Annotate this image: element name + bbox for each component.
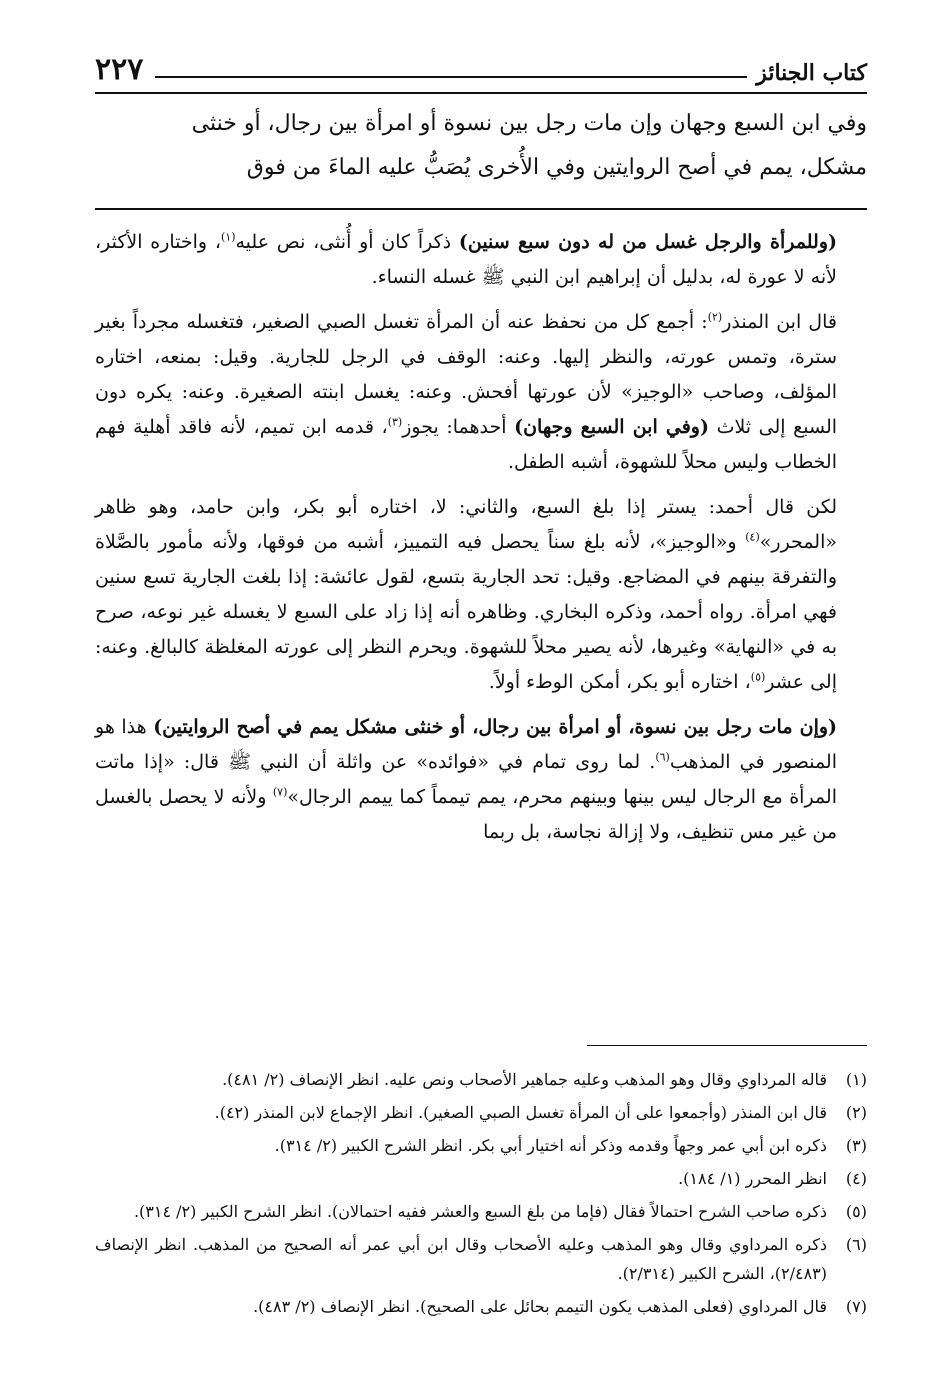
footnote-ref: (٣) (387, 415, 403, 429)
paragraph (95, 305, 867, 480)
book-page (95, 40, 867, 1379)
footnote-number: (٧) (845, 1297, 867, 1316)
matn-text (95, 102, 867, 190)
matn-quote: (وإن مات رجل بين نسوة، أو امرأة بين رجال، أو خنثى مشكل يمم في أصح الروايتين) (153, 716, 838, 738)
footnotes (95, 1065, 867, 1325)
footnote-number: (١) (845, 1070, 867, 1089)
header-rule (155, 76, 747, 78)
footnote-ref: (٦) (655, 750, 670, 764)
footnote (95, 1164, 867, 1193)
footnote-text: قال المرداوي (فعلى المذهب يكون التيمم بحائل على الصحيح). انظر الإنصاف (٢/ ٤٨٣). (253, 1297, 827, 1316)
footnote-text: قاله المرداوي وقال وهو المذهب وعليه جماهير الأصحاب ونص عليه. انظر الإنصاف (٢/ ٤٨١). (222, 1070, 827, 1089)
commentary-text (95, 225, 867, 860)
matn-quote: (وفي ابن السبع وجهان) (514, 416, 709, 438)
footnote-text: ذكره ابن أبي عمر وجهاً وقدمه وذكر أنه اختيار أبي بكر. انظر الشرح الكبير (٢/ ٣١٤). (274, 1136, 827, 1155)
footnote-ref: (٤) (745, 530, 760, 544)
footnote (95, 1197, 867, 1226)
text-run: ، اختاره أبو بكر، أمكن الوطء أولاً. (488, 671, 751, 693)
footnote-number: (٢) (845, 1103, 867, 1122)
page-header (95, 40, 867, 94)
text-run: هذا هو المنصور في المذهب (95, 716, 837, 773)
text-run: ولأنه لا يحصل بالغسل من غير مس تنظيف، ولا إزالة نجاسة، بل ربما (95, 786, 837, 843)
book-title: كتاب الجنائز (756, 60, 867, 86)
footnote (95, 1131, 867, 1160)
footnote-text: ذكره المرداوي وقال وهو المذهب وعليه الأصحاب وقال ابن أبي عمر أنه الصحيح من المذهب. انظر الإنصاف (٢/٤٨٣)، الشرح الكبير (٢/٣١٤). (95, 1235, 827, 1283)
footnote-divider (587, 1045, 867, 1046)
footnote (95, 1098, 867, 1127)
page-number: ٢٢٧ (95, 52, 144, 87)
text-run: ، واختاره الأكثر، لأنه لا عورة له، بدليل أن إبراهيم ابن النبي ﷺ غسله النساء. (95, 231, 837, 288)
footnote-ref: (٢) (707, 310, 723, 324)
footnote-text: قال ابن المنذر (وأجمعوا على أن المرأة تغسل الصبي الصغير). انظر الإجماع لابن المنذر (٤٢). (214, 1103, 827, 1122)
matn-divider (95, 208, 867, 210)
matn-quote: (وللمرأة والرجل غسل من له دون سبع سنين) (458, 231, 837, 253)
footnote-text: انظر المحرر (١/ ١٨٤). (678, 1169, 827, 1188)
matn-line: وفي ابن السبع وجهان وإن مات رجل بين نسوة أو امرأة بين رجال، أو خنثى (191, 111, 867, 136)
text-run: لكن قال أحمد: يستر إذا بلغ السبع، والثاني: لا، اختاره أبو بكر، وابن حامد، وهو ظاهر «المحرر» (95, 496, 837, 553)
footnote-number: (٦) (845, 1235, 867, 1254)
text-run: قال ابن المنذر (722, 311, 837, 333)
footnote-number: (٣) (845, 1136, 867, 1155)
footnote-ref: (٥) (750, 670, 766, 684)
text-run: : أجمع كل من نحفظ عنه أن المرأة تغسل الصبي الصغير، فتغسله مجرداً بغير سترة، وتمس عورته، والنظر إليها. وعنه: الوقف في الرجل للجارية. وقيل: بمنعه، اختاره المؤلف، وصاحب «الوجيز» لأن عورتها أفحش. وعنه: يغسل ابنته الصغيرة. وعنه: يكره دون السبع إلى ثلاث (95, 311, 838, 438)
paragraph (95, 710, 867, 850)
footnote (95, 1065, 867, 1094)
footnote-ref: (٧) (272, 785, 288, 799)
footnote-number: (٥) (845, 1202, 867, 1221)
footnote-number: (٤) (845, 1169, 867, 1188)
text-run: ، قدمه ابن تميم، لأنه فاقد أهلية فهم الخطاب وليس محلاً للشهوة، أشبه الطفل. (95, 416, 837, 473)
footnote (95, 1230, 867, 1288)
text-run: أحدهما: يجوز (402, 416, 515, 438)
text-run: . لما روى تمام في «فوائده» عن واثلة أن النبي ﷺ قال: «إذا ماتت المرأة مع الرجال ليس بينها وبينهم محرم، يمم تيمماً كما ييمم الرجال» (95, 751, 837, 808)
footnote (95, 1292, 867, 1321)
matn-line: مشكل، يمم في أصح الروايتين وفي الأُخرى يُصَبُّ عليه الماءَ من فوق (246, 155, 867, 180)
paragraph (95, 490, 867, 700)
paragraph (95, 225, 867, 295)
text-run: و«الوجيز»، لأنه بلغ سناً يحصل فيه التمييز، أشبه من فوقها، ولأنه مأمور بالصَّلاة والتفرقة بينهم في المضاجع. وقيل: تحد الجارية بتسع، لقول عائشة: إذا بلغت الجارية تسع سنين فهي امرأة. رواه أحمد، وذكره البخاري. وظاهره أنه إذا زاد على السبع لا يغسله غير نوعه، صرح به في «النهاية» وغيرها، لأنه يصير محلاً للشهوة. ويحرم النظر إلى عورته المغلظة كالبالغ. وعنه: إلى عشر (95, 531, 837, 693)
footnote-text: ذكره صاحب الشرح احتمالاً فقال (فإما من بلغ السبع والعشر ففيه احتمالان). انظر الشرح الكبير (٢/ ٣١٤). (133, 1202, 827, 1221)
text-run: ذكراً كان أو أُنثى، نص عليه (235, 231, 459, 253)
footnote-ref: (١) (220, 230, 236, 244)
